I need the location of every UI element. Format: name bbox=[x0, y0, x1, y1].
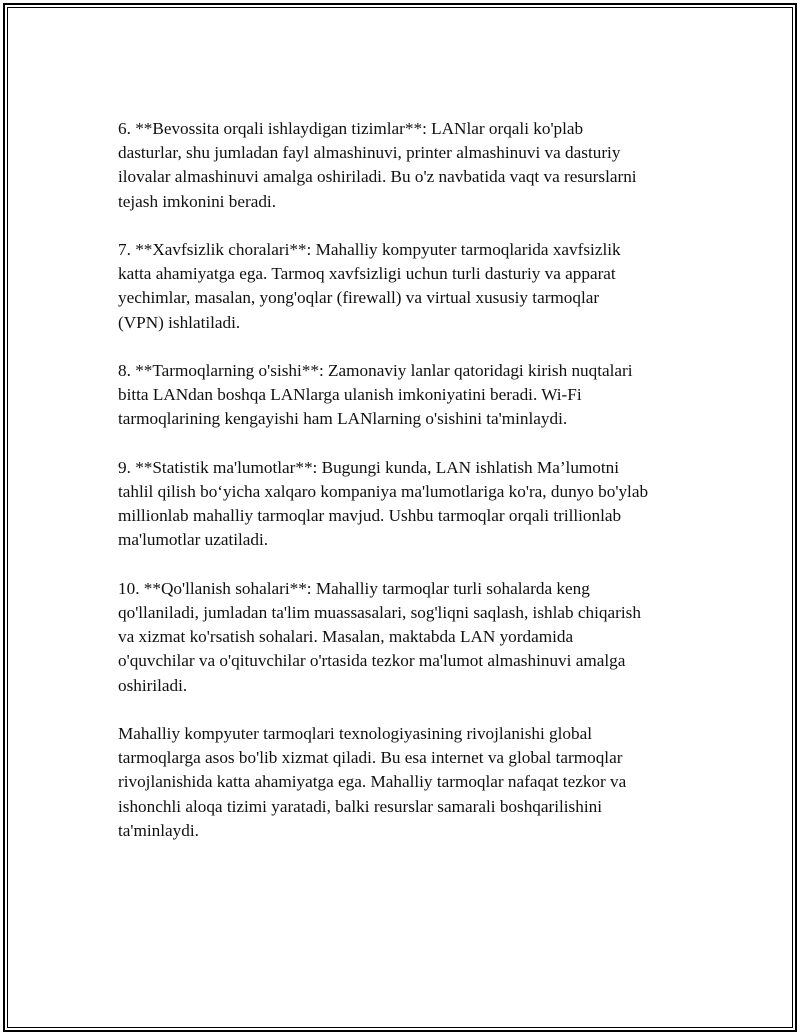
paragraph-item-6: 6. **Bevossita orqali ishlaydigan tizimlar**: LANlar orqali ko'plab dasturlar, shu jumladan fayl almashinuvi, printer almashinuvi va dasturiy ilovalar almashinuvi amalga oshiriladi. Bu o'z navbatida vaqt va resurslarni tejash imkonini beradi. bbox=[118, 119, 637, 211]
paragraph-item-8: 8. **Tarmoqlarning o'sishi**: Zamonaviy lanlar qatoridagi kirish nuqtalari bitta LANdan boshqa LANlarga ulanish imkoniyatini beradi. Wi-Fi tarmoqlarining kengayishi ham LANlarning o'sishini ta'minlaydi. bbox=[118, 361, 633, 429]
paragraph-item-10: 10. **Qo'llanish sohalari**: Mahalliy tarmoqlar turli sohalarda keng qo'llaniladi, jumladan ta'lim muassasalari, sog'liqni saqlash, ishlab chiqarish va xizmat ko'rsatish sohalari. Masalan, maktabda LAN yordamida o'quvchilar va o'qituvchilar o'rtasida tezkor ma'lumot almashinuvi amalga oshiriladi. bbox=[118, 578, 641, 695]
paragraph-item-7: 7. **Xavfsizlik choralari**: Mahalliy kompyuter tarmoqlarida xavfsizlik katta ahamiyatga ega. Tarmoq xavfsizligi uchun turli dasturiy va apparat yechimlar, masalan, yong'oqlar (firewall) va virtual xususiy tarmoqlar (VPN) ishlatiladi. bbox=[118, 240, 621, 332]
document-body bbox=[118, 117, 693, 867]
paragraph-item-9: 9. **Statistik ma'lumotlar**: Bugungi kunda, LAN ishlatish Ma’lumotni tahlil qilish bo‘yicha xalqaro kompaniya ma'lumotlariga ko'ra, dunyo bo'ylab millionlab mahalliy tarmoqlar mavjud. Ushbu tarmoqlar orqali trillionlab ma'lumotlar uzatiladi. bbox=[118, 457, 649, 550]
paragraph-conclusion: Mahalliy kompyuter tarmoqlari texnologiyasining rivojlanishi global tarmoqlarga asos bo'lib xizmat qiladi. Bu esa internet va global tarmoqlar rivojlanishida katta ahamiyatga ega. Mahalliy tarmoqlar nafaqat tezkor va ishonchli aloqa tizimi yaratadi, balki resurslar samarali boshqarilishini ta'minlaydi. bbox=[118, 724, 627, 840]
